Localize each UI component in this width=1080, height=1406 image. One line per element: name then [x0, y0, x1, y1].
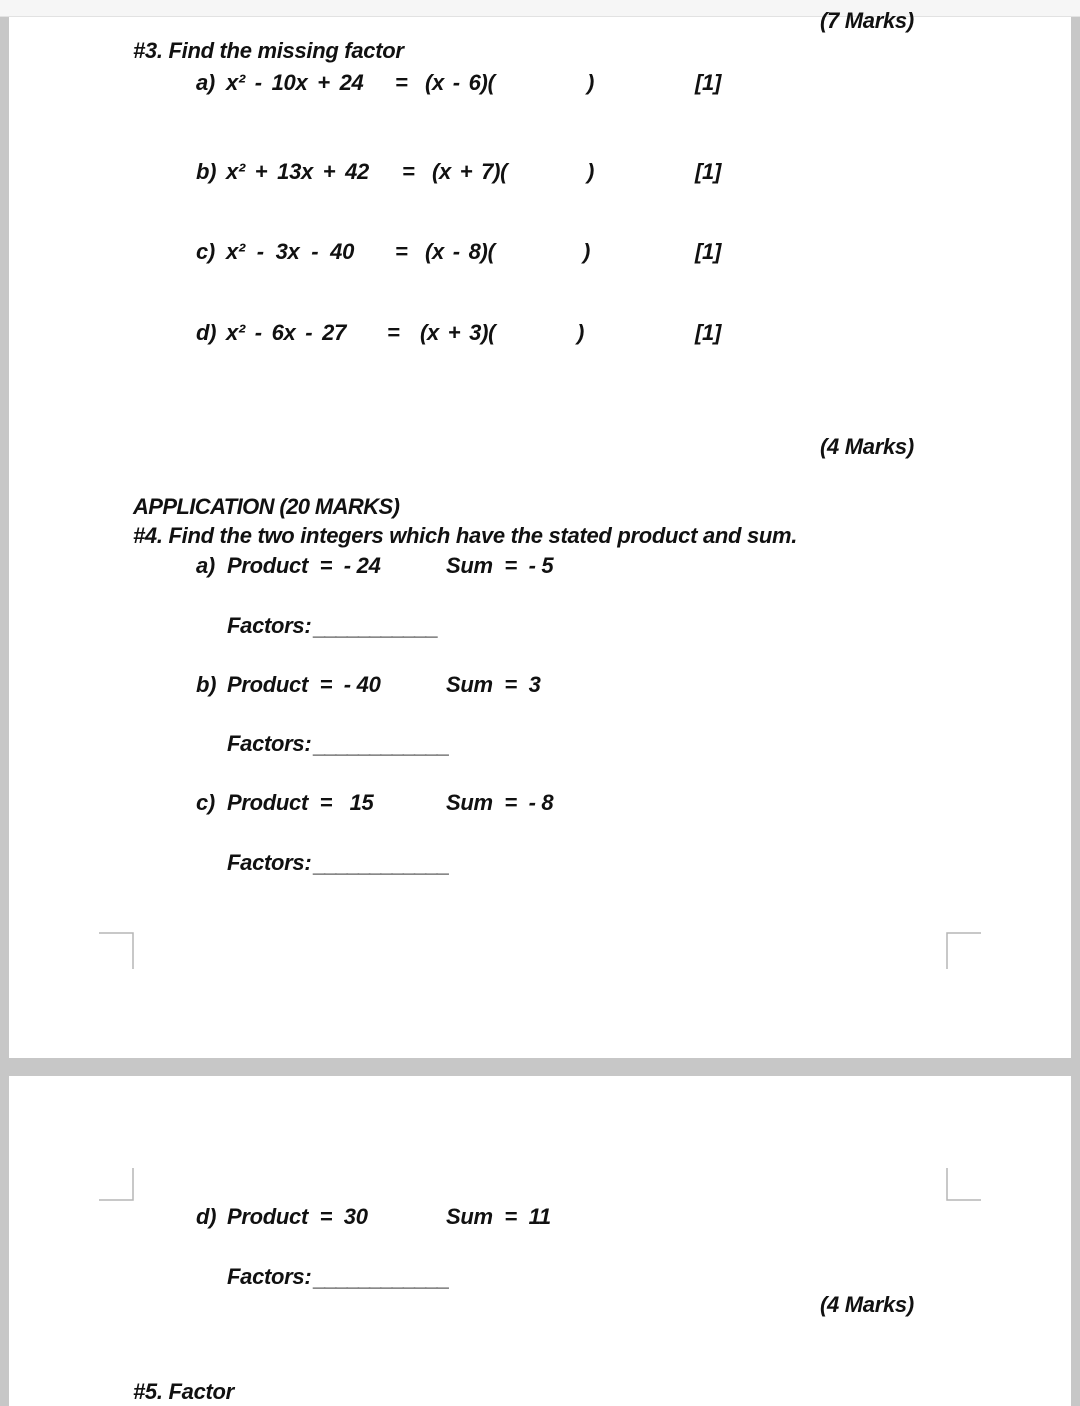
- closing-paren: ): [583, 239, 591, 264]
- crop-mark-top-right: [943, 1166, 983, 1206]
- item-label: c): [196, 239, 215, 264]
- factors-answer-blank[interactable]: ___________: [314, 615, 438, 640]
- section4-marks: (4 Marks): [820, 1292, 914, 1317]
- product-text: Product = - 40: [227, 672, 381, 697]
- closing-paren: ): [577, 320, 585, 345]
- sum-text: Sum = 11: [446, 1204, 551, 1229]
- partial-factor: (x - 6)(: [425, 70, 495, 95]
- closing-paren: ): [587, 70, 595, 95]
- equals-sign: =: [395, 70, 408, 95]
- item-label: d): [196, 320, 217, 345]
- mark-value: [1]: [695, 159, 721, 184]
- item-label: c): [196, 790, 215, 815]
- application-title: APPLICATION (20 MARKS): [133, 494, 400, 519]
- factors-label: Factors:: [227, 731, 312, 756]
- product-text: Product = 30: [227, 1204, 368, 1229]
- product-text: Product = 15: [227, 790, 374, 815]
- factors-label: Factors:: [227, 850, 312, 875]
- sum-text: Sum = - 8: [446, 790, 554, 815]
- crop-mark-bottom-left: [97, 931, 137, 971]
- factors-label: Factors:: [227, 613, 312, 638]
- section3-marks: (4 Marks): [820, 434, 914, 459]
- section4-heading: #4. Find the two integers which have the stated product and sum.: [133, 523, 798, 548]
- product-text: Product = - 24: [227, 553, 381, 578]
- factors-answer-blank[interactable]: ____________: [314, 852, 449, 877]
- section5-heading: #5. Factor: [133, 1379, 234, 1404]
- mark-value: [1]: [695, 320, 721, 345]
- equals-sign: =: [395, 239, 408, 264]
- document-page-1: [9, 8, 1071, 1058]
- section3-heading: #3. Find the missing factor: [133, 38, 404, 63]
- equals-sign: =: [402, 159, 415, 184]
- previous-marks: (7 Marks): [820, 8, 914, 33]
- equals-sign: =: [387, 320, 400, 345]
- sum-text: Sum = - 5: [446, 553, 554, 578]
- item-label: d): [196, 1204, 217, 1229]
- document-page-2: [9, 1076, 1071, 1406]
- expression: x² - 6x - 27: [226, 320, 347, 345]
- mark-value: [1]: [695, 239, 721, 264]
- viewer-top-bar: [0, 0, 1080, 17]
- item-label: b): [196, 159, 217, 184]
- partial-factor: (x + 3)(: [420, 320, 496, 345]
- expression: x² - 3x - 40: [226, 239, 355, 264]
- mark-value: [1]: [695, 70, 721, 95]
- crop-mark-bottom-right: [943, 931, 983, 971]
- factors-answer-blank[interactable]: ____________: [314, 1266, 449, 1291]
- item-label: a): [196, 70, 215, 95]
- factors-answer-blank[interactable]: ____________: [314, 733, 449, 758]
- expression: x² - 10x + 24: [226, 70, 364, 95]
- factors-label: Factors:: [227, 1264, 312, 1289]
- crop-mark-top-left: [97, 1166, 137, 1206]
- item-label: b): [196, 672, 217, 697]
- closing-paren: ): [587, 159, 595, 184]
- partial-factor: (x + 7)(: [432, 159, 508, 184]
- sum-text: Sum = 3: [446, 672, 541, 697]
- partial-factor: (x - 8)(: [425, 239, 495, 264]
- expression: x² + 13x + 42: [226, 159, 369, 184]
- item-label: a): [196, 553, 215, 578]
